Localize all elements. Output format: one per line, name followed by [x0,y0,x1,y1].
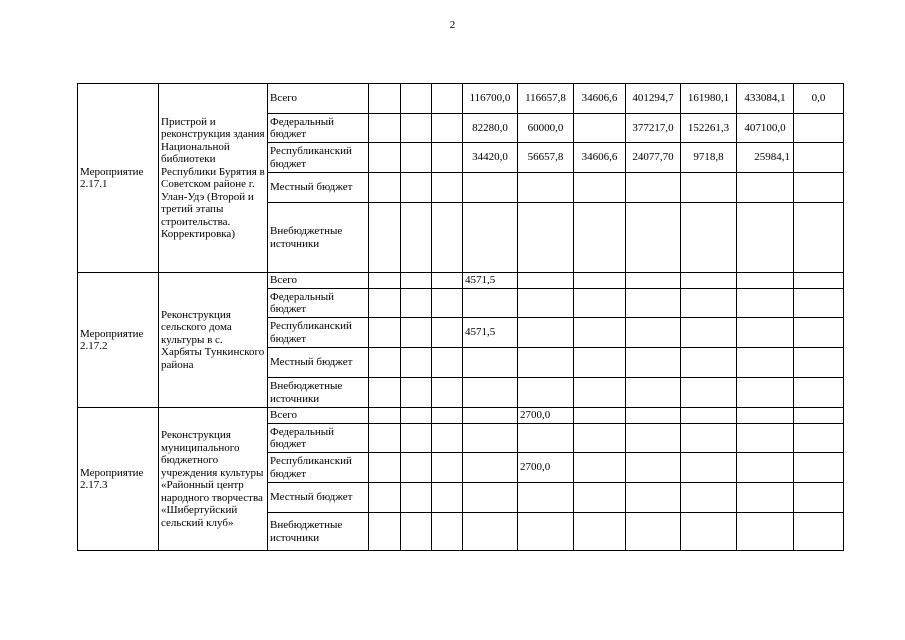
value-cell: 0,0 [794,84,844,114]
value-cell [401,453,432,483]
value-cell [794,378,844,408]
value-cell [737,273,794,289]
value-cell: 34606,6 [574,84,626,114]
value-cell [369,348,401,378]
value-cell [369,289,401,318]
value-cell [737,203,794,273]
funding-source-cell: Внебюджетные источники [268,378,369,408]
value-cell [463,483,518,513]
value-cell [574,203,626,273]
value-cell [401,203,432,273]
event-description-cell: Реконструкция сельского дома культуры в с. Харбяты Тункинского района [159,273,268,408]
value-cell [626,203,681,273]
value-cell [794,318,844,348]
value-cell [794,408,844,424]
value-cell [737,318,794,348]
value-cell: 34420,0 [463,143,518,173]
value-cell [626,273,681,289]
value-cell [681,318,737,348]
value-cell [574,348,626,378]
value-cell: 401294,7 [626,84,681,114]
value-cell [626,453,681,483]
value-cell [794,513,844,551]
value-cell [518,424,574,453]
value-cell [681,408,737,424]
value-cell: 116657,8 [518,84,574,114]
value-cell [737,453,794,483]
value-cell [401,513,432,551]
value-cell: 9718,8 [681,143,737,173]
funding-source-cell: Местный бюджет [268,348,369,378]
value-cell [794,289,844,318]
value-cell: 433084,1 [737,84,794,114]
value-cell [401,318,432,348]
value-cell [463,378,518,408]
funding-source-cell: Местный бюджет [268,173,369,203]
value-cell [518,273,574,289]
value-cell [369,273,401,289]
value-cell [574,424,626,453]
value-cell: 56657,8 [518,143,574,173]
value-cell: 24077,70 [626,143,681,173]
value-cell [626,318,681,348]
value-cell [574,173,626,203]
funding-source-cell: Внебюджетные источники [268,513,369,551]
value-cell [463,203,518,273]
value-cell [794,424,844,453]
value-cell: 116700,0 [463,84,518,114]
value-cell [401,289,432,318]
value-cell [681,289,737,318]
value-cell [574,114,626,143]
value-cell [432,114,463,143]
value-cell: 4571,5 [463,318,518,348]
value-cell [432,143,463,173]
value-cell [369,84,401,114]
value-cell [737,348,794,378]
value-cell [794,143,844,173]
value-cell [794,348,844,378]
table-row [78,273,844,289]
value-cell [574,483,626,513]
funding-source-cell: Федеральный бюджет [268,289,369,318]
value-cell [401,273,432,289]
value-cell: 34606,6 [574,143,626,173]
value-cell [369,408,401,424]
value-cell [737,173,794,203]
value-cell [432,203,463,273]
value-cell: 377217,0 [626,114,681,143]
funding-source-cell: Всего [268,84,369,114]
event-code-cell: Мероприятие 2.17.3 [78,408,159,551]
value-cell [432,84,463,114]
value-cell [463,424,518,453]
value-cell [369,143,401,173]
value-cell: 82280,0 [463,114,518,143]
event-description-cell: Реконструкция муниципального бюджетного учреждения культуры «Районный центр народного творчества «Шибертуйский сельский клуб» [159,408,268,551]
value-cell [369,203,401,273]
value-cell [432,424,463,453]
value-cell [574,378,626,408]
funding-source-cell: Республиканский бюджет [268,143,369,173]
value-cell [737,513,794,551]
value-cell [369,318,401,348]
value-cell [463,173,518,203]
value-cell [794,203,844,273]
value-cell [681,483,737,513]
value-cell [626,483,681,513]
value-cell [432,348,463,378]
value-cell [681,378,737,408]
value-cell [518,378,574,408]
value-cell [626,289,681,318]
value-cell [401,114,432,143]
value-cell: 60000,0 [518,114,574,143]
value-cell [681,348,737,378]
value-cell [432,273,463,289]
value-cell [518,513,574,551]
value-cell [737,408,794,424]
value-cell [574,273,626,289]
value-cell [737,289,794,318]
value-cell [626,378,681,408]
table-row [78,84,844,114]
value-cell [794,453,844,483]
value-cell [432,173,463,203]
value-cell [681,424,737,453]
value-cell [401,173,432,203]
value-cell [626,424,681,453]
value-cell [794,483,844,513]
value-cell [463,453,518,483]
value-cell [518,483,574,513]
value-cell [681,203,737,273]
value-cell [432,289,463,318]
value-cell [369,378,401,408]
value-cell [737,378,794,408]
value-cell [574,453,626,483]
funding-source-cell: Республиканский бюджет [268,453,369,483]
value-cell [626,348,681,378]
funding-source-cell: Всего [268,408,369,424]
funding-source-cell: Всего [268,273,369,289]
value-cell [401,348,432,378]
value-cell [401,483,432,513]
funding-source-cell: Федеральный бюджет [268,424,369,453]
value-cell [463,513,518,551]
value-cell [369,424,401,453]
value-cell [574,408,626,424]
value-cell [794,273,844,289]
value-cell [432,483,463,513]
event-code-cell: Мероприятие 2.17.1 [78,84,159,273]
value-cell: 407100,0 [737,114,794,143]
funding-source-cell: Республиканский бюджет [268,318,369,348]
value-cell [626,513,681,551]
value-cell [574,318,626,348]
value-cell [369,483,401,513]
value-cell [737,483,794,513]
value-cell [737,424,794,453]
value-cell [401,84,432,114]
value-cell [369,453,401,483]
value-cell [463,289,518,318]
value-cell [518,203,574,273]
value-cell [574,513,626,551]
value-cell [518,348,574,378]
event-description-cell: Пристрой и реконструкция здания Национальной библиотеки Республики Бурятия в Советском районе г. Улан-Удэ (Второй и третий этапы строительства. Корректировка) [159,84,268,273]
value-cell [401,408,432,424]
value-cell [432,453,463,483]
funding-source-cell: Внебюджетные источники [268,203,369,273]
value-cell [432,408,463,424]
value-cell [681,273,737,289]
value-cell [626,173,681,203]
event-code-cell: Мероприятие 2.17.2 [78,273,159,408]
table-row [78,408,844,424]
value-cell [794,173,844,203]
value-cell [432,378,463,408]
value-cell: 2700,0 [518,453,574,483]
value-cell [369,114,401,143]
value-cell [518,289,574,318]
page-number: 2 [449,19,456,31]
value-cell: 25984,1 [737,143,794,173]
value-cell: 152261,3 [681,114,737,143]
value-cell [681,173,737,203]
value-cell [681,513,737,551]
value-cell [401,143,432,173]
value-cell [369,513,401,551]
value-cell: 161980,1 [681,84,737,114]
value-cell [574,289,626,318]
value-cell: 2700,0 [518,408,574,424]
value-cell [432,513,463,551]
value-cell [518,173,574,203]
value-cell [518,318,574,348]
value-cell [681,453,737,483]
value-cell [432,318,463,348]
value-cell [463,348,518,378]
value-cell [626,408,681,424]
funding-source-cell: Местный бюджет [268,483,369,513]
value-cell [369,173,401,203]
funding-source-cell: Федеральный бюджет [268,114,369,143]
value-cell [401,378,432,408]
value-cell [463,408,518,424]
value-cell [401,424,432,453]
value-cell [794,114,844,143]
budget-table [77,83,844,551]
value-cell: 4571,5 [463,273,518,289]
